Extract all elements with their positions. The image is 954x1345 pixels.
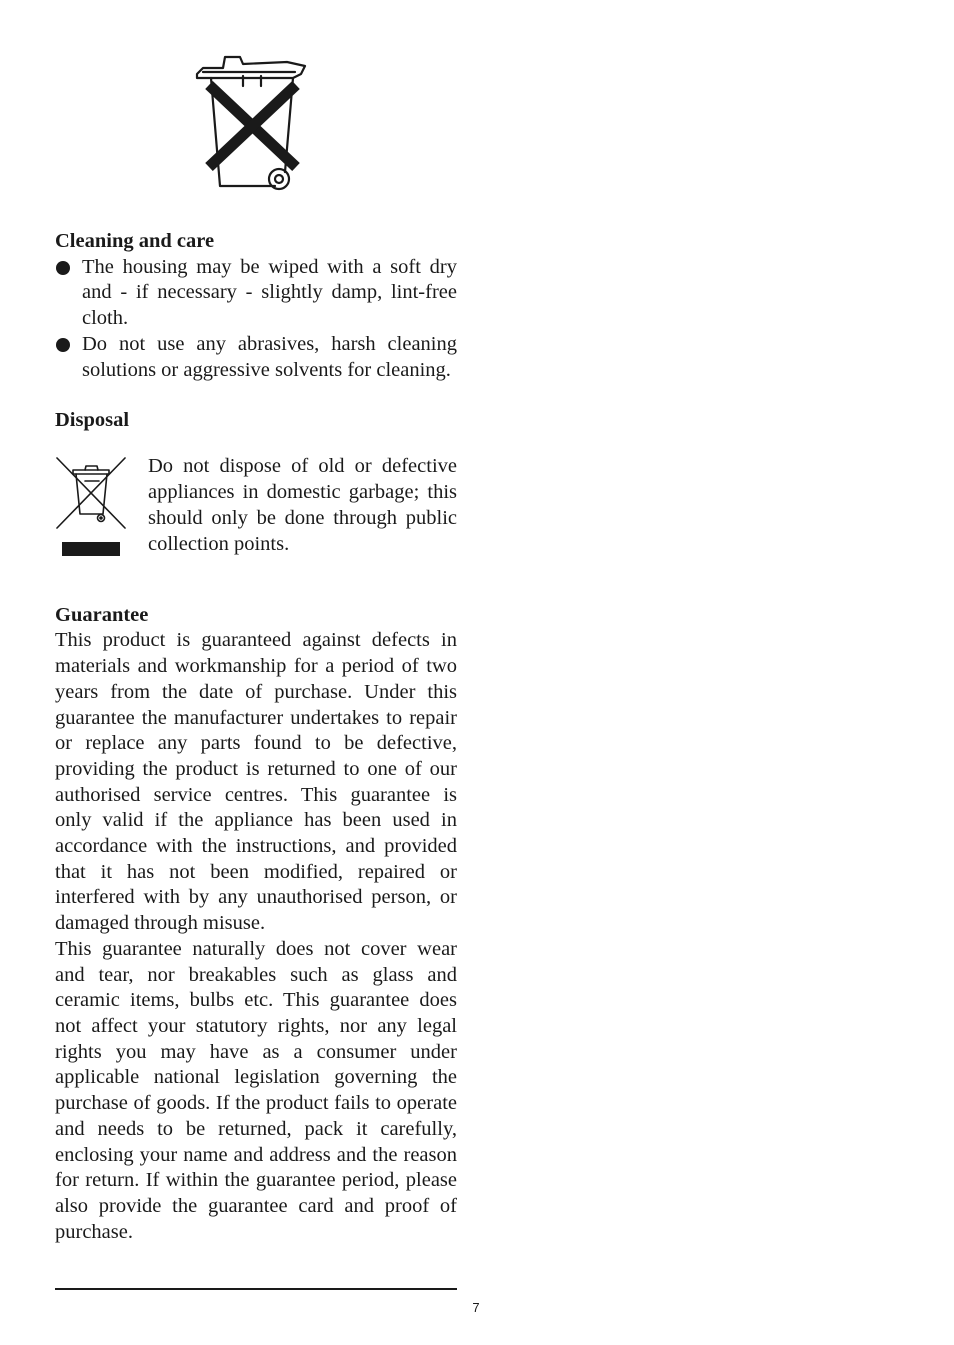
cleaning-item-2: Do not use any abrasives, harsh cleaning solutions or aggressive solvents for cleaning. <box>82 332 457 381</box>
footer-rule <box>55 1288 457 1290</box>
weee-crossed-out-bin-icon <box>55 456 127 556</box>
bullet-icon <box>56 261 70 275</box>
disposal-block <box>55 454 457 557</box>
cleaning-heading: Cleaning and care <box>55 230 215 252</box>
guarantee-paragraph-1: This product is guaranteed against defects in materials and workmanship for a period of two years from the date of purchase. Under this guarantee the manufacturer undertakes to repair or replace any parts found to be defective, providing the product is returned to one of our authorised service centres. This guarantee is only valid if the appliance has been used in accordance with the instructions, and provided that it has not been modified, repaired or interfered with by any unauthorised person, or damaged through misuse. <box>55 629 457 935</box>
main-column <box>55 229 457 1245</box>
list-item <box>55 332 457 383</box>
guarantee-paragraph-2: This guarantee naturally does not cover wear and tear, nor breakables such as glass and ceramic items, bulbs etc. This guarantee does not affect your statutory rights, nor any legal rights you may have as a consumer under applicable national legislation governing the purchase of goods. If the product fails to operate and needs to be returned, pack it carefully, enclosing your name and address and the reason for return. If within the guarantee period, please also provide the guarantee card and proof of purchase. <box>55 937 457 1243</box>
bullet-icon <box>56 338 70 352</box>
cleaning-list <box>55 255 457 384</box>
cleaning-item-1: The housing may be wiped with a soft dry and - if necessary - slightly damp, lint-free cloth. <box>82 255 457 330</box>
crossed-out-wheelie-bin-icon <box>195 52 310 192</box>
disposal-text: Do not dispose of old or defective appliances in domestic garbage; this should only be done through public collection points. <box>148 455 457 555</box>
page-number: 7 <box>472 1300 480 1315</box>
disposal-heading: Disposal <box>55 409 130 432</box>
guarantee-heading: Guarantee <box>55 603 149 626</box>
list-item <box>55 255 457 332</box>
